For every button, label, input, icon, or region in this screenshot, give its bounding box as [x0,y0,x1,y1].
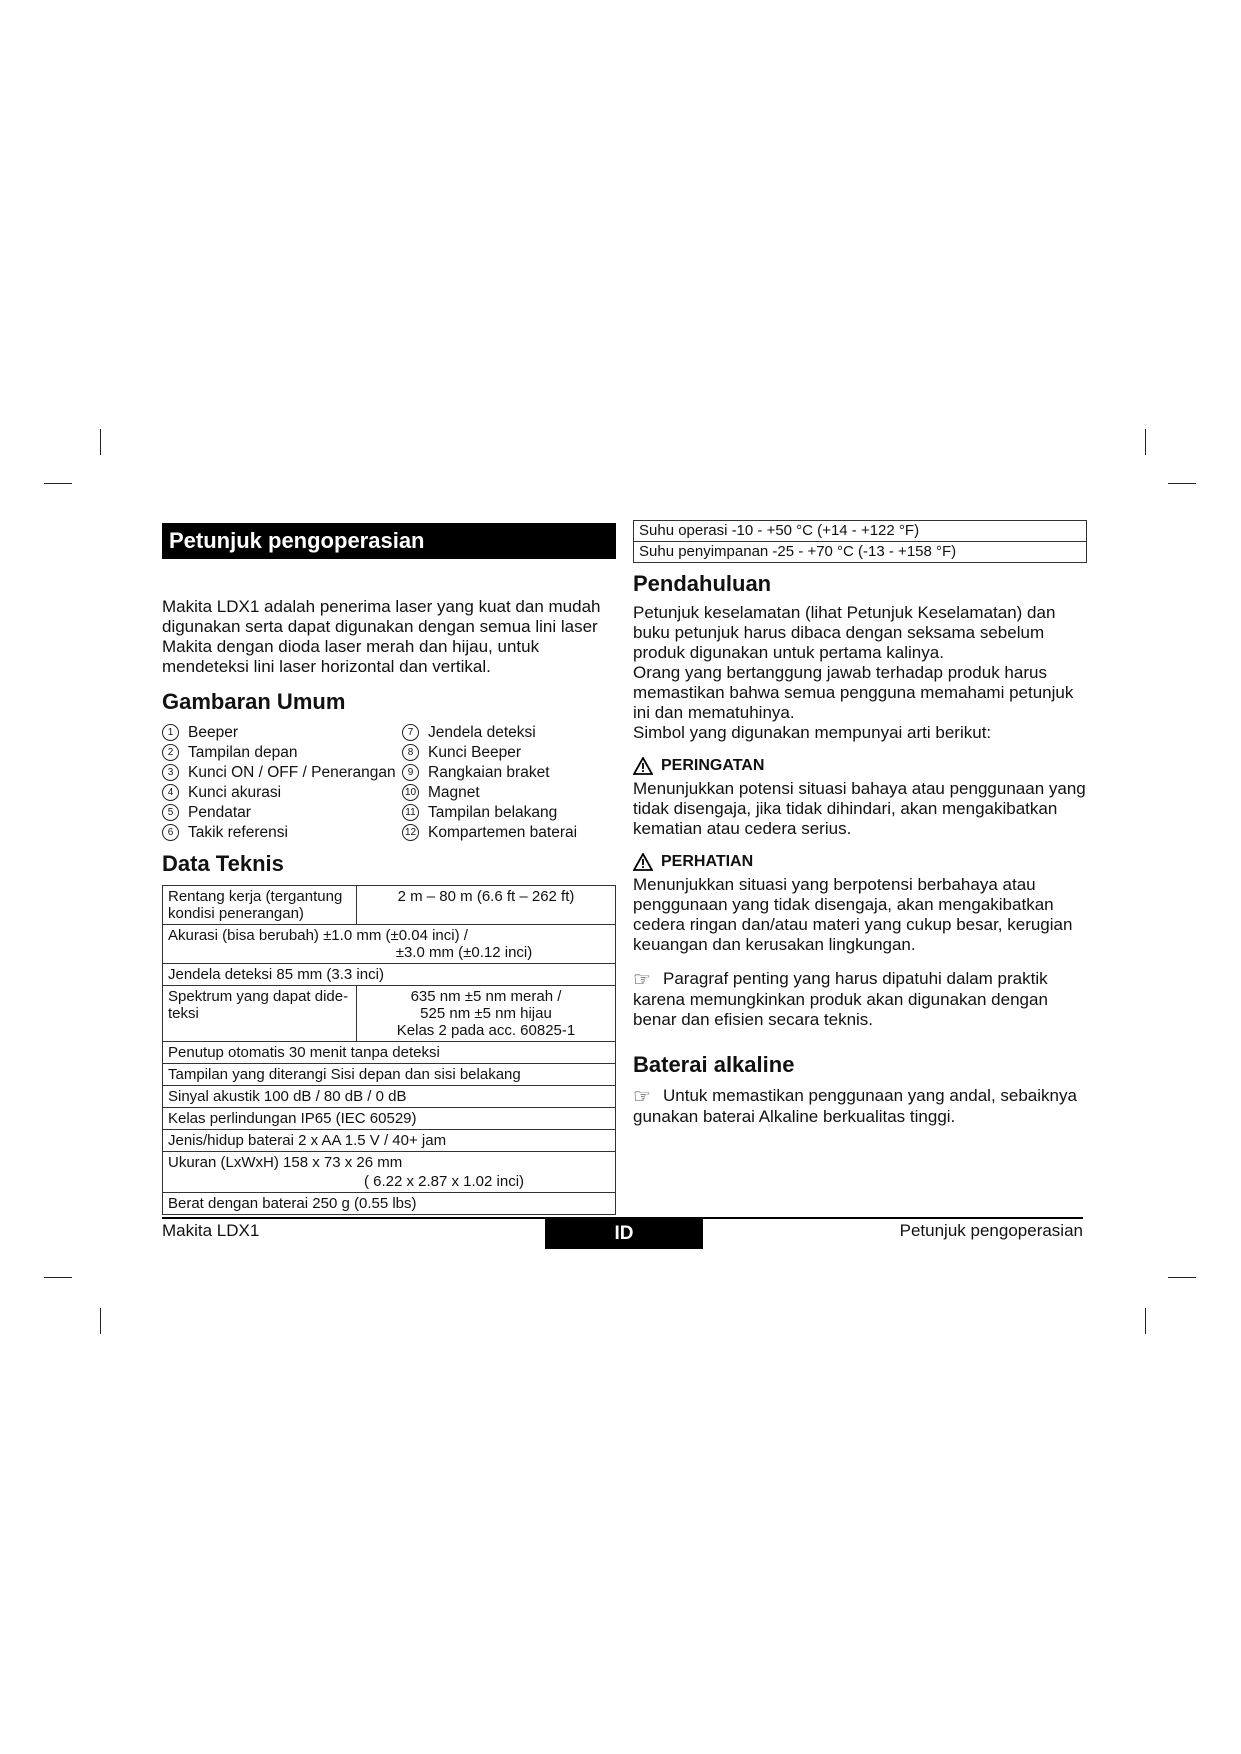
warning-icon [633,757,653,775]
table-cell: Tampilan yang diterangi Sisi depan dan sisi belakang [163,1064,616,1086]
right-column [633,520,1089,1127]
item-number: 12 [402,824,419,841]
item-label: Jendela deteksi [428,724,536,741]
table-cell [163,925,616,964]
caution-icon [633,853,653,871]
item-number: 9 [402,764,419,781]
overview-list [162,723,616,845]
pointing-hand-icon: ☞ [633,1086,651,1108]
table-cell: Kelas perlindungan IP65 (IEC 60529) [163,1108,616,1130]
item-label: Kunci akurasi [188,784,282,801]
table-row [634,521,1087,542]
table-cell [163,1152,616,1193]
table-row [163,925,616,964]
left-column [162,523,616,1215]
value-line: 525 nm ±5 nm hijau [420,1005,552,1022]
tech-data-table [162,885,616,1215]
note-paragraph [633,969,1089,1030]
crop-mark [1145,1308,1146,1334]
table-row [163,964,616,986]
table-row [163,1108,616,1130]
table-cell: Suhu operasi -10 - +50 °C (+14 - +122 °F) [634,521,1087,542]
list-item [162,763,396,783]
table-cell: Sinyal akustik 100 dB / 80 dB / 0 dB [163,1086,616,1108]
list-item [402,723,536,743]
list-item [402,743,521,763]
caution-title: PERHATIAN [661,853,754,870]
table-cell: Jendela deteksi 85 mm (3.3 inci) [163,964,616,986]
row-label: Ukuran (LxWxH) 158 x 73 x 26 mm [168,1154,403,1171]
row-value: ( 6.22 x 2.87 x 1.02 inci) [363,1173,525,1190]
item-number: 8 [402,744,419,761]
list-item [402,763,550,783]
item-label: Takik referensi [188,824,288,841]
item-label: Kunci ON / OFF / Penerangan [188,764,396,781]
table-row [163,986,616,1042]
table-cell: Jenis/hidup baterai 2 x AA 1.5 V / 40+ jam [163,1130,616,1152]
table-row [634,542,1087,563]
table-row [163,1064,616,1086]
crop-mark [44,1277,72,1278]
item-number: 4 [162,784,179,801]
table-cell: 2 m – 80 m (6.6 ft – 262 ft) [357,886,616,925]
item-number: 1 [162,724,179,741]
item-label: Kunci Beeper [428,744,522,761]
battery-paragraph [633,1086,1089,1127]
overview-heading: Gambaran Umum [162,689,346,714]
item-label: Kompartemen baterai [428,824,578,841]
item-number: 7 [402,724,419,741]
item-label: Rangkaian braket [428,764,550,781]
table-row [163,886,616,925]
item-number: 5 [162,804,179,821]
list-item [162,743,297,763]
table-cell: Berat dengan baterai 250 g (0.55 lbs) [163,1193,616,1215]
item-number: 6 [162,824,179,841]
table-row [163,1193,616,1215]
intro-heading: Pendahuluan [633,571,772,596]
row-label: Akurasi (bisa berubah) ±1.0 mm (±0.04 inci) / [168,927,468,944]
battery-text: Untuk memastikan penggunaan yang andal, sebaiknya gunakan baterai Alkaline berkualitas tinggi. [633,1086,1077,1126]
warning-text: Menunjukkan potensi situasi bahaya atau penggunaan yang tidak disengaja, jika tidak dihindari, akan mengakibatkan kematian atau cedera serius. [633,779,1086,838]
table-row [163,1086,616,1108]
warning-title-row [633,757,1089,775]
value-line: 635 nm ±5 nm merah / [410,988,562,1005]
table-cell: Spektrum yang dapat dide- teksi [163,986,357,1042]
crop-mark [1168,1277,1196,1278]
intro-paragraph: Makita LDX1 adalah penerima laser yang kuat dan mudah digunakan serta dapat digunakan dengan semua lini laser Makita dengan dioda laser merah dan hijau, untuk mendeteksi lini laser horizontal dan vertikal. [162,597,601,676]
item-label: Tampilan depan [188,744,298,761]
footer-product: Makita LDX1 [162,1221,260,1240]
caution-text: Menunjukkan situasi yang berpotensi berbahaya atau penggunaan yang tidak disengaja, akan mengakibatkan cedera ringan dan/atau materi yang cukup besar, kerugian keuangan dan kerusakan lingkungan. [633,875,1073,954]
row-value: ±3.0 mm (±0.12 inci) [395,944,533,961]
intro-text: Simbol yang digunakan mempunyai arti berikut: [633,723,992,742]
pointing-hand-icon: ☞ [633,969,651,991]
crop-mark [100,1308,101,1334]
section-banner: Petunjuk pengoperasian [162,523,616,559]
language-tag: ID [545,1219,703,1249]
crop-mark [100,429,101,455]
note-text: Paragraf penting yang harus dipatuhi dalam praktik karena memungkinkan produk akan digunakan dengan benar dan efisien secara teknis. [633,969,1048,1029]
table-cell: Rentang kerja (tergantung kondisi penerangan) [163,886,357,925]
table-cell: Suhu penyimpanan -25 - +70 °C (-13 - +158 °F) [634,542,1087,563]
list-item [162,823,288,843]
table-row [163,1130,616,1152]
item-number: 2 [162,744,179,761]
table-cell [357,986,616,1042]
temperature-table [633,520,1087,563]
item-number: 11 [402,804,419,821]
warning-title: PERINGATAN [661,757,765,774]
item-number: 10 [402,784,419,801]
list-item [402,803,557,823]
caution-title-row [633,853,1089,871]
footer-title: Petunjuk pengoperasian [899,1221,1083,1240]
item-label: Tampilan belakang [428,804,558,821]
item-label: Pendatar [188,804,251,821]
page-footer [162,1217,1083,1249]
list-item [162,783,281,803]
table-row [163,1042,616,1064]
item-number: 3 [162,764,179,781]
item-label: Beeper [188,724,238,741]
battery-heading: Baterai alkaline [633,1052,795,1077]
item-label: Magnet [428,784,480,801]
list-item [402,823,577,843]
list-item [402,783,480,803]
table-row [163,1152,616,1193]
table-cell: Penutup otomatis 30 menit tanpa deteksi [163,1042,616,1064]
value-line: Kelas 2 pada acc. 60825-1 [396,1022,576,1039]
crop-mark [44,483,72,484]
crop-mark [1168,483,1196,484]
crop-mark [1145,429,1146,455]
intro-text: Orang yang bertanggung jawab terhadap produk harus memastikan bahwa semua pengguna memahami petunjuk ini dan mematuhinya. [633,663,1074,722]
list-item [162,723,238,743]
intro-text: Petunjuk keselamatan (lihat Petunjuk Keselamatan) dan buku petunjuk harus dibaca dengan seksama sebelum produk digunakan untuk pertama kalinya. [633,603,1056,662]
list-item [162,803,251,823]
tech-data-heading: Data Teknis [162,851,284,876]
